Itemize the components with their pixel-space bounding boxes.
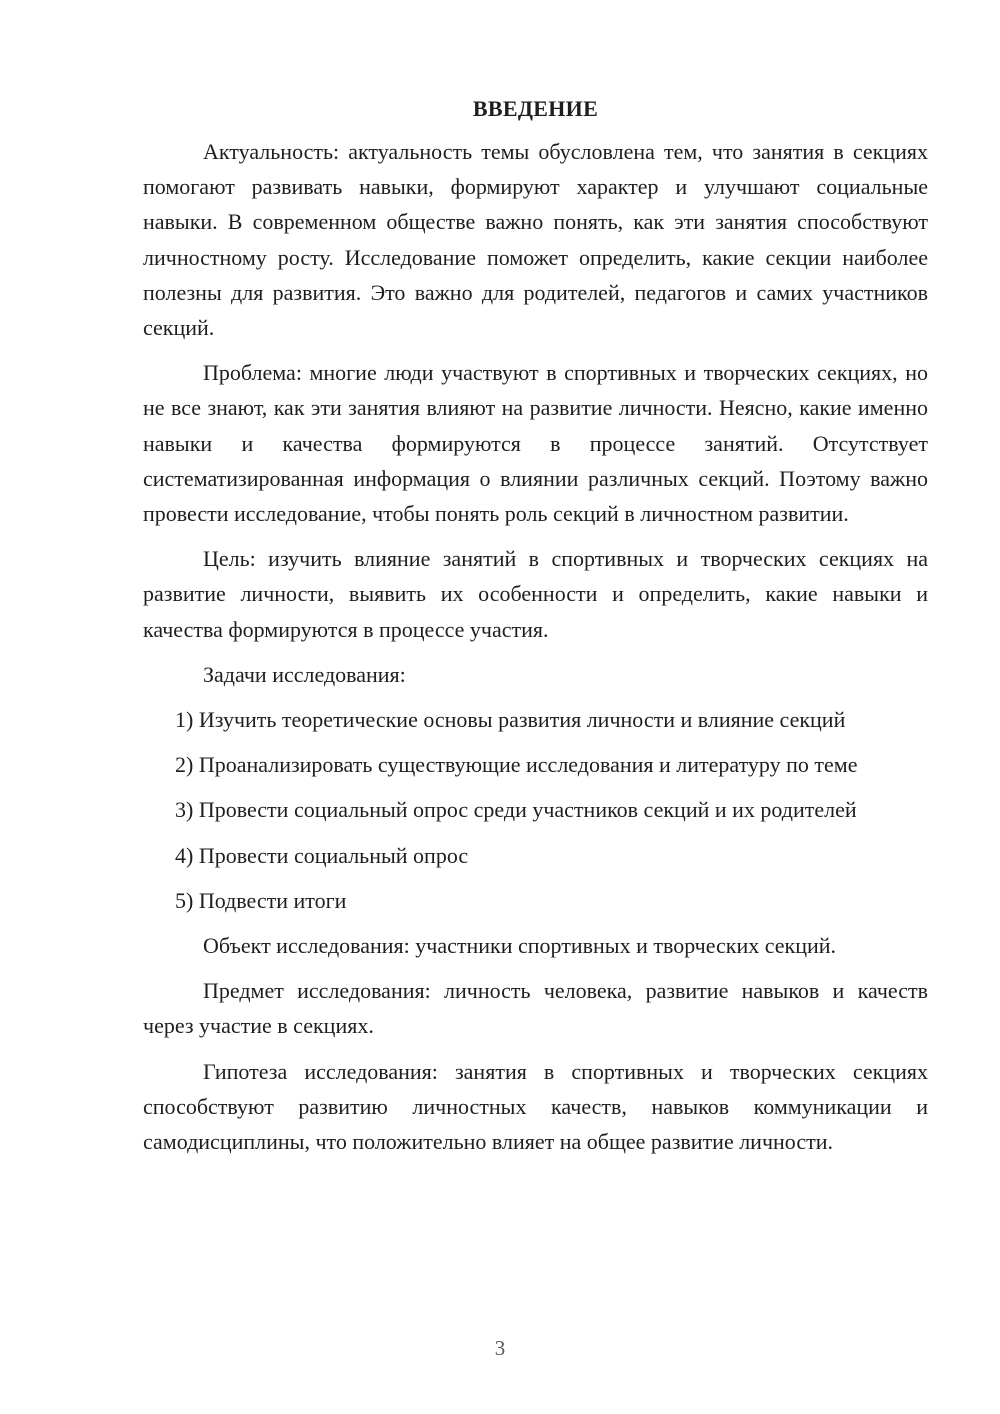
task-item-2: 2) Проанализировать существующие исследования и литературу по теме xyxy=(175,752,858,778)
paragraph-relevance: Актуальность: актуальность темы обусловлена тем, что занятия в секциях помогают развивать навыки, формируют характер и улучшают социальные навыки. В современном обществе важно понять, как эти занятия способствуют личностному росту. Исследование поможет определить, какие секции наиболее полезны для развития. Это важно для родителей, педагогов и самих участников секций. xyxy=(143,139,928,341)
task-item-3: 3) Провести социальный опрос среди участников секций и их родителей xyxy=(175,797,857,823)
tasks-heading: Задачи исследования: xyxy=(203,661,406,687)
page-title: ВВЕДЕНИЕ xyxy=(472,96,599,121)
task-item-5: 5) Подвести итоги xyxy=(175,887,347,913)
task-item-1: 1) Изучить теоретические основы развития личности и влияние секций xyxy=(175,707,846,733)
paragraph-object: Объект исследования: участники спортивных и творческих секций. xyxy=(203,933,837,959)
paragraph-problem: Проблема: многие люди участвуют в спортивных и творческих секциях, но не все знают, как эти занятия влияют на развитие личности. Неясно, какие именно навыки и качества формируются в процессе занятий. Отсутствует систематизированная информация о влиянии различных секций. Поэтому важно провести исследование, чтобы понять роль секций в личностном развитии. xyxy=(143,360,928,527)
paragraph-goal: Цель: изучить влияние занятий в спортивных и творческих секциях на развитие личности, выявить их особенности и определить, какие навыки и качества формируются в процессе участия. xyxy=(143,546,928,642)
page-number: 3 xyxy=(494,1336,506,1360)
task-item-4: 4) Провести социальный опрос xyxy=(175,842,469,868)
paragraph-hypothesis: Гипотеза исследования: занятия в спортивных и творческих секциях способствуют развитию личностных качеств, навыков коммуникации и самодисциплины, что положительно влияет на общее развитие личности. xyxy=(143,1058,928,1155)
document-page xyxy=(143,92,928,1169)
paragraph-subject: Предмет исследования: личность человека, развитие навыков и качеств через участие в секциях. xyxy=(143,978,928,1039)
